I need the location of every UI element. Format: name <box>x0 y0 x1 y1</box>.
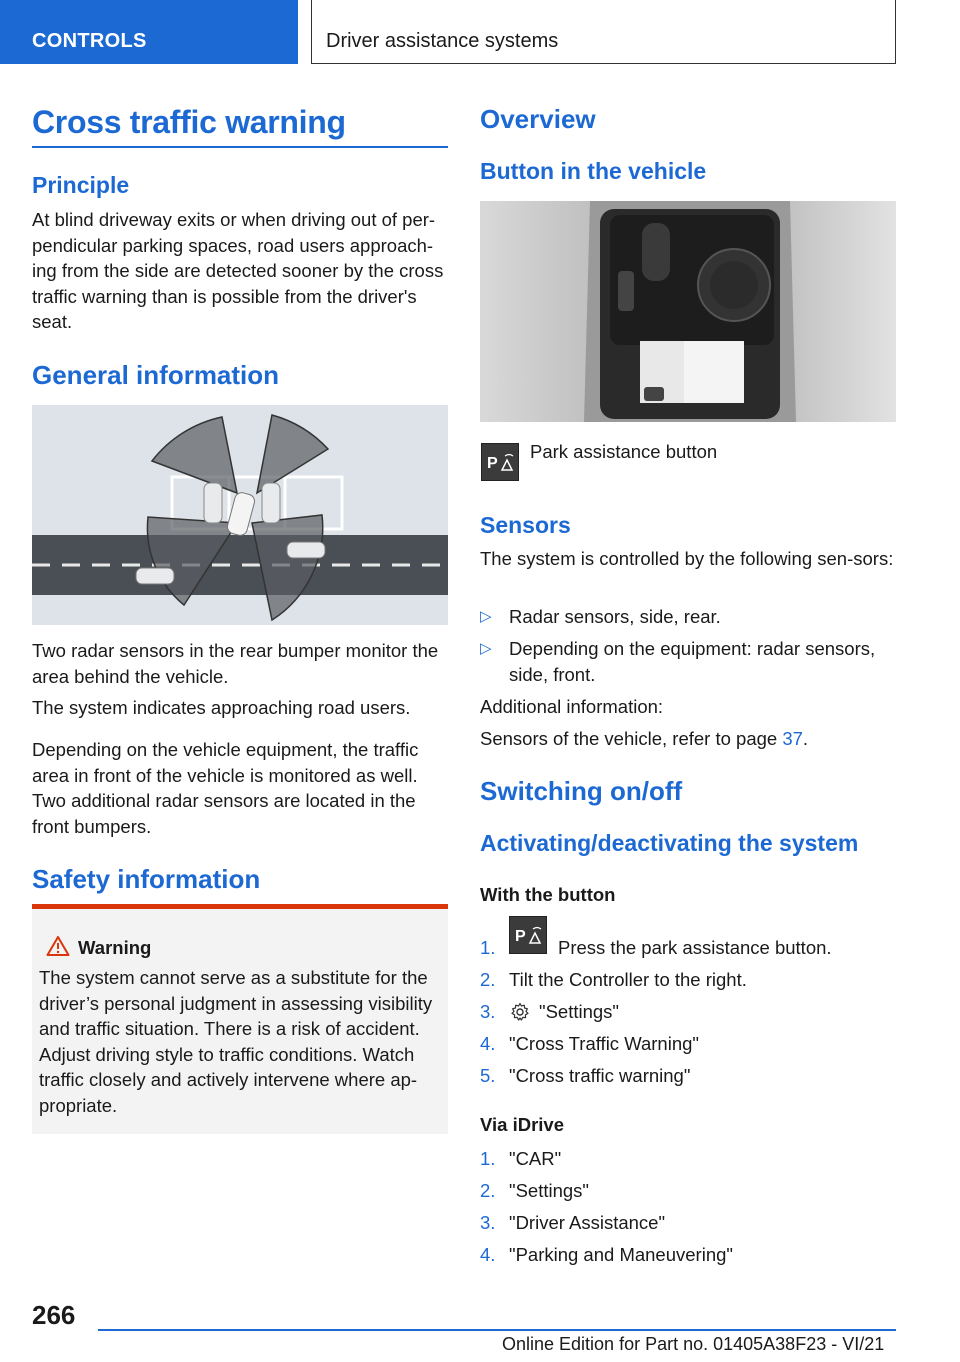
warning-triangle-icon <box>46 935 70 957</box>
idrive-step-item: 4. "Parking and Maneuvering" <box>480 1244 733 1265</box>
idrive-step-item: 2. "Settings" <box>480 1180 589 1201</box>
section-tab: CONTROLS <box>0 0 298 64</box>
park-assist-icon <box>509 916 547 954</box>
activating-heading: Activating/deactivating the system <box>480 830 859 856</box>
cross-traffic-illustration <box>32 405 448 625</box>
warning-text: The system cannot serve as a substitute for the driver’s personal judgment in assessing visibility and traffic situation. There is a risk of accident. Adjust driving style to traffic conditions. Watch traffic closely and actively intervene where ap-propriate. <box>39 967 433 1116</box>
page-number: 266 <box>32 1300 76 1330</box>
idrive-step-item: 3. "Driver Assistance" <box>480 1212 666 1233</box>
title-rule <box>32 146 448 148</box>
sensor-bullet: ▷ Depending on the equipment: radar sensors, side, front. <box>480 638 876 685</box>
overview-heading: Overview <box>480 104 596 134</box>
sensors-intro: The system is controlled by the following sen-sors: <box>480 548 894 569</box>
gear-icon <box>510 1002 530 1022</box>
general-text-3: Depending on the vehicle equipment, the traffic area in front of the vehicle is monitored as well. Two additional radar sensors are located in the front bumpers. <box>32 739 419 837</box>
step-item: 4. "Cross Traffic Warning" <box>480 1033 699 1054</box>
edition-note: Online Edition for Part no. 01405A38F23 - VI/21 <box>502 1334 885 1354</box>
center-console-photo <box>480 201 896 422</box>
step-item: 2. Tilt the Controller to the right. <box>480 969 747 990</box>
safety-heading: Safety information <box>32 864 261 894</box>
general-text-1: Two radar sensors in the rear bumper monitor the area behind the vehicle. <box>32 640 439 687</box>
page-title: Cross traffic warning <box>32 104 346 140</box>
warning-box <box>32 904 448 1134</box>
step-item: 3. "Settings" <box>480 1001 619 1022</box>
via-idrive-label: Via iDrive <box>480 1114 564 1135</box>
principle-heading: Principle <box>32 172 130 198</box>
general-text-2: The system indicates approaching road users. <box>32 697 411 718</box>
step-item: 1. P Press the park assistance button. <box>480 935 896 961</box>
principle-text: At blind driveway exits or when driving out of per-pendicular parking spaces, road users approach-ing from the side are detected sooner by the cross traffic warning than is possible from the driver's seat. <box>32 209 444 332</box>
sensor-bullet: ▷ Radar sensors, side, rear. <box>480 604 896 630</box>
svg-text:P: P <box>487 455 498 472</box>
warning-title: Warning <box>78 937 152 958</box>
bullet-triangle-icon: ▷ <box>480 608 492 625</box>
switching-heading: Switching on/off <box>480 776 683 806</box>
park-assist-button-image <box>481 443 519 481</box>
button-caption: Park assistance button <box>530 441 718 462</box>
additional-info-label: Additional information: <box>480 696 664 717</box>
footer-rule <box>98 1329 896 1331</box>
park-assist-icon <box>482 444 518 480</box>
chapter-title: Driver assistance systems <box>311 0 896 64</box>
idrive-step-item: 1. "CAR" <box>480 1148 562 1169</box>
bullet-triangle-icon: ▷ <box>480 640 492 657</box>
button-heading: Button in the vehicle <box>480 158 707 184</box>
sensors-reference: Sensors of the vehicle, refer to page 37. <box>480 728 809 749</box>
step-item: 5. "Cross traffic warning" <box>480 1065 691 1086</box>
page-reference-link[interactable]: 37 <box>782 728 803 749</box>
general-info-heading: General information <box>32 360 280 390</box>
svg-text:P: P <box>515 928 526 945</box>
sensors-heading: Sensors <box>480 512 571 538</box>
with-button-label: With the button <box>480 884 616 905</box>
